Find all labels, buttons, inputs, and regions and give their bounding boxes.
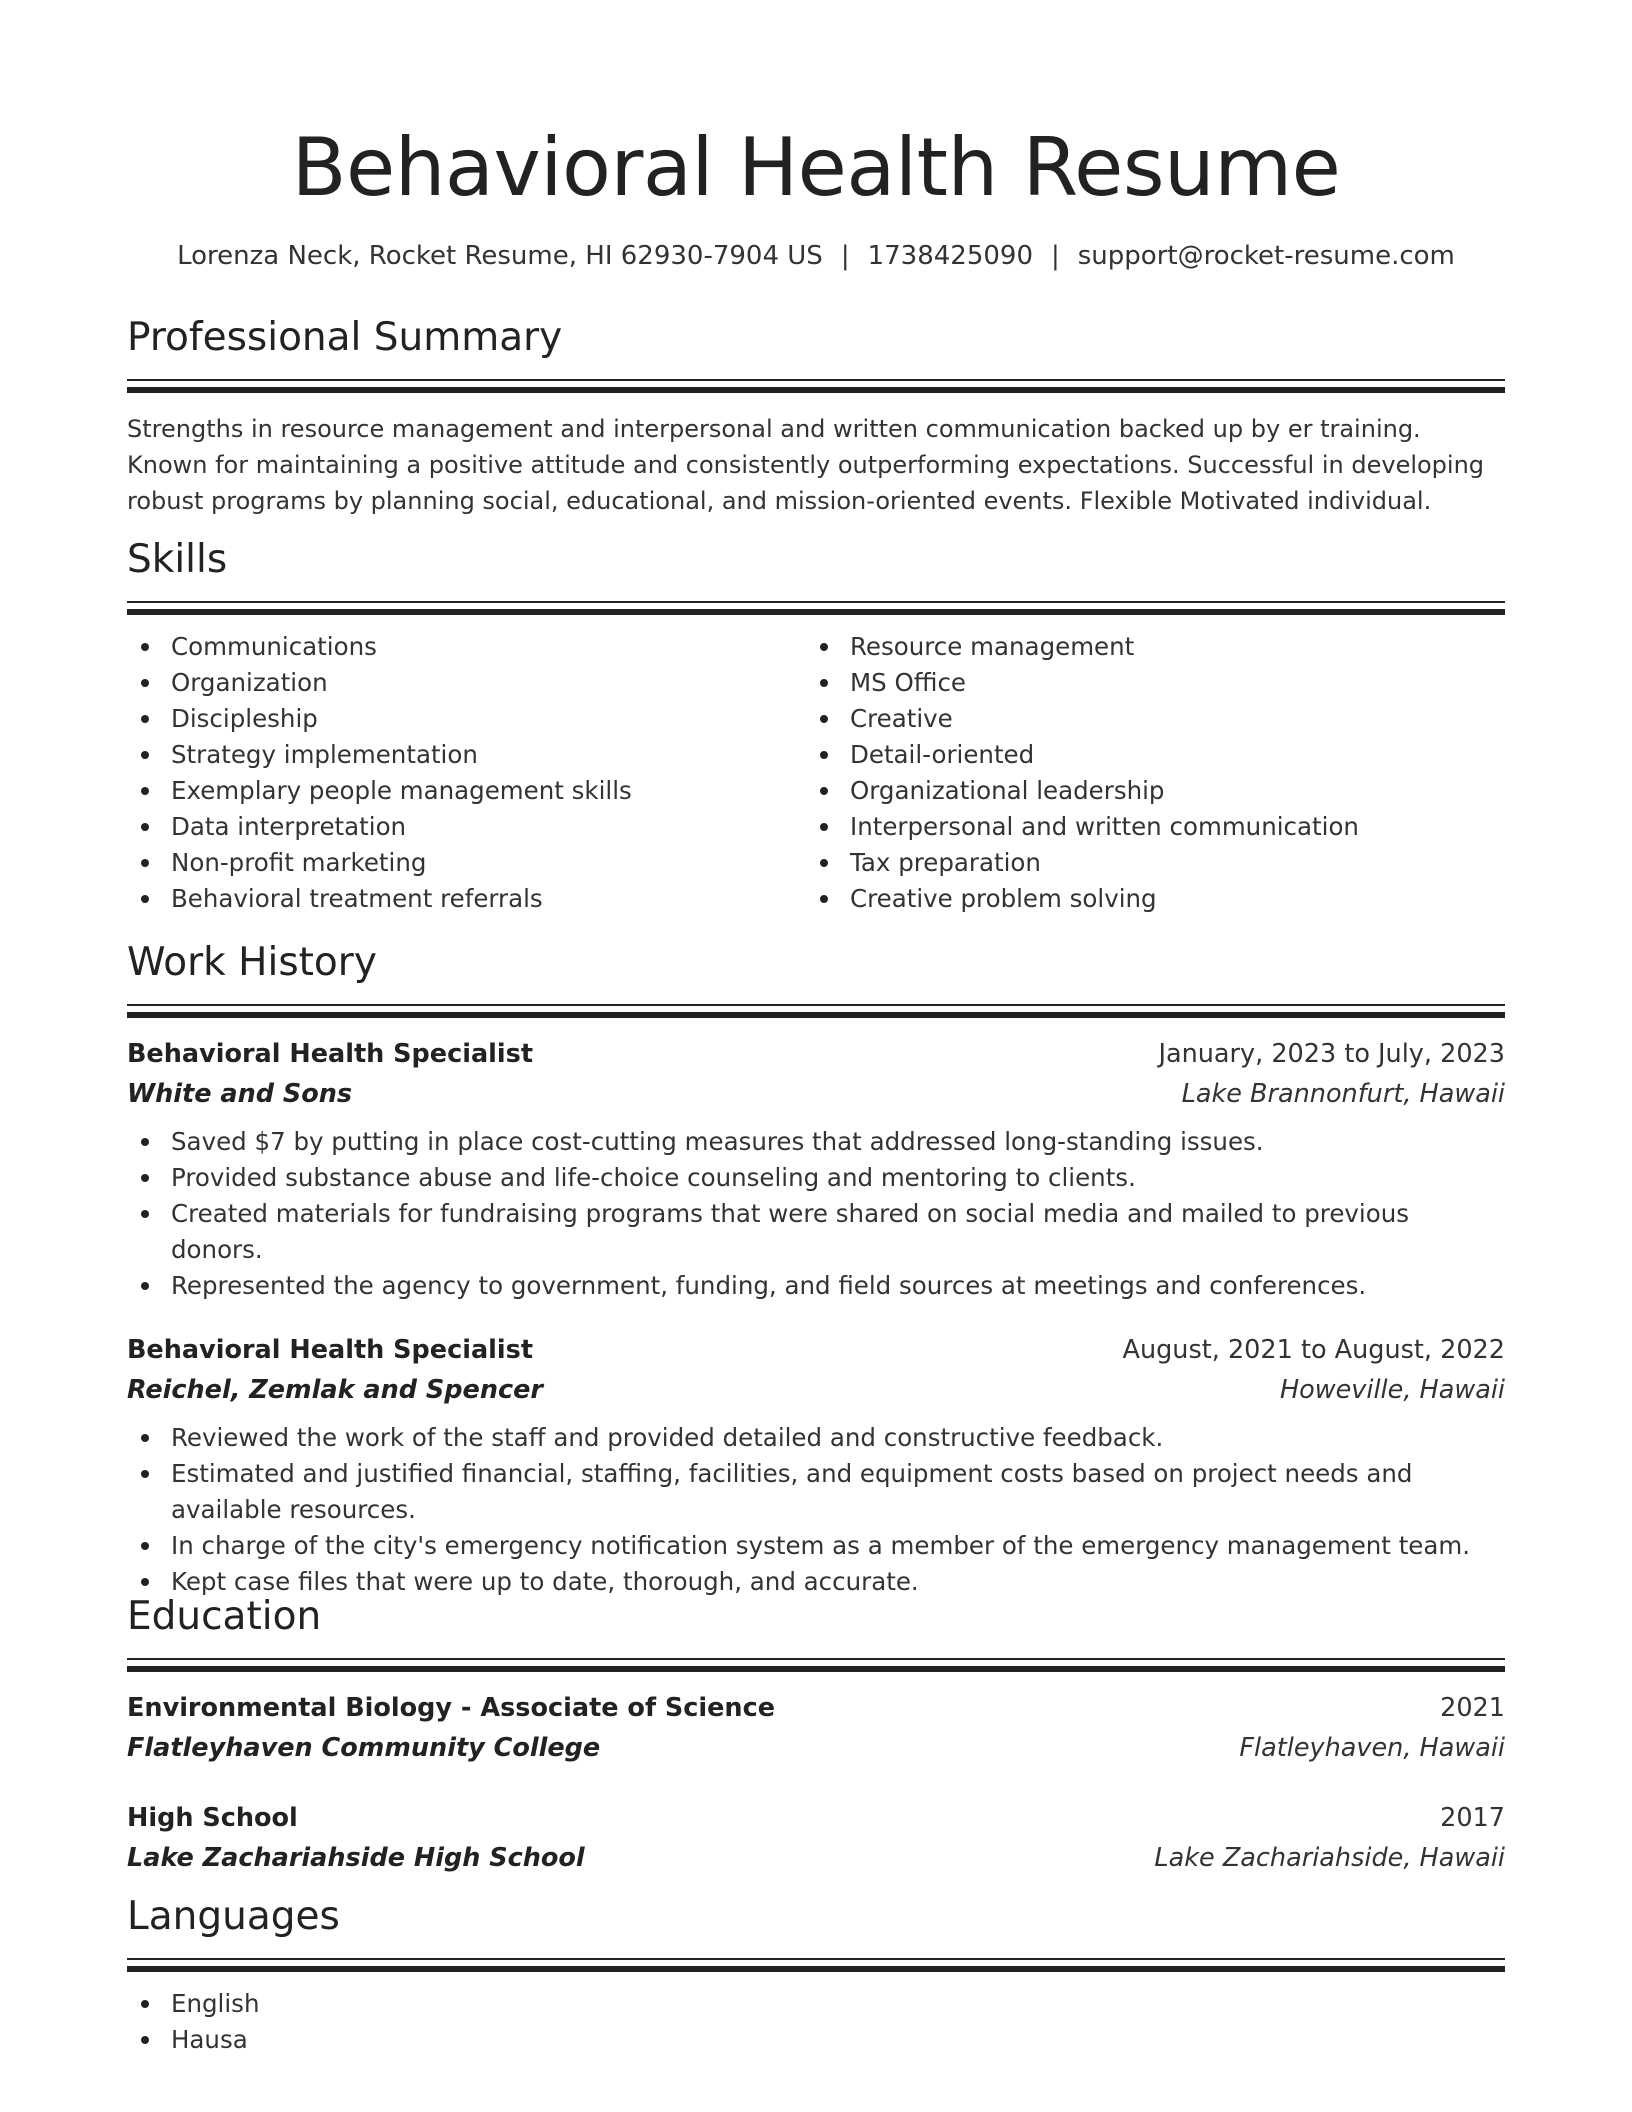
- contact-line: [127, 238, 1505, 274]
- skill-item: Behavioral treatment referrals: [127, 881, 806, 917]
- education-degree: High School: [127, 1803, 298, 1833]
- summary-heading: Professional Summary: [127, 315, 563, 360]
- contact-email: support@rocket-resume.com: [1077, 241, 1455, 271]
- page-title: Behavioral Health Resume: [291, 121, 1341, 214]
- skill-item: Detail-oriented: [806, 737, 1485, 773]
- languages-section: [127, 1892, 1505, 2058]
- summary-section: [127, 313, 1505, 519]
- skill-item: Creative problem solving: [806, 881, 1485, 917]
- section-divider: [127, 379, 1505, 393]
- resume-page: [127, 0, 1505, 2112]
- skill-item: Discipleship: [127, 701, 806, 737]
- work-heading: Work History: [127, 940, 377, 985]
- job-company: White and Sons: [127, 1079, 353, 1109]
- job-location: Lake Brannonfurt, Hawaii: [1181, 1079, 1505, 1109]
- contact-address: Lorenza Neck, Rocket Resume, HI 62930-7904 US: [177, 241, 823, 271]
- job-entry: [127, 1034, 1505, 1304]
- languages-heading: Languages: [127, 1894, 340, 1939]
- section-divider: [127, 1004, 1505, 1018]
- job-bullet: Kept case files that were up to date, thorough, and accurate.: [127, 1564, 1505, 1600]
- skills-list-right: [806, 629, 1485, 917]
- summary-text: Strengths in resource management and interpersonal and written communication backed up by er training. Known for maintaining a positive attitude and consistently outperforming expectations. Successful in developing robust programs by planning social, educational, and mission-oriented events. Flexible Motivated individual.: [127, 415, 1485, 515]
- job-bullet: Saved $7 by putting in place cost-cutting measures that addressed long-standing issues.: [127, 1124, 1505, 1160]
- skill-item: Resource management: [806, 629, 1485, 665]
- skill-item: Exemplary people management skills: [127, 773, 806, 809]
- skill-item: Organization: [127, 665, 806, 701]
- job-company: Reichel, Zemlak and Spencer: [127, 1375, 543, 1405]
- job-bullet: Provided substance abuse and life-choice counseling and mentoring to clients.: [127, 1160, 1505, 1196]
- section-divider: [127, 601, 1505, 615]
- education-section: [127, 1592, 1505, 1878]
- contact-separator: |: [1051, 241, 1060, 271]
- education-year: 2021: [1440, 1693, 1505, 1723]
- education-school: Lake Zachariahside High School: [127, 1843, 585, 1873]
- skill-item: Data interpretation: [127, 809, 806, 845]
- language-item: English: [127, 1986, 1505, 2022]
- job-bullet: Estimated and justified financial, staffing, facilities, and equipment costs based on project needs and available resources.: [127, 1456, 1505, 1528]
- job-entry: [127, 1330, 1505, 1600]
- work-section: [127, 938, 1505, 1600]
- job-dates: August, 2021 to August, 2022: [1122, 1335, 1505, 1365]
- job-bullet: Created materials for fundraising programs that were shared on social media and mailed to previous donors.: [127, 1196, 1505, 1268]
- skills-section: [127, 535, 1505, 917]
- skill-item: Interpersonal and written communication: [806, 809, 1485, 845]
- job-bullet: In charge of the city's emergency notification system as a member of the emergency management team.: [127, 1528, 1505, 1564]
- job-bullet: Reviewed the work of the staff and provided detailed and constructive feedback.: [127, 1420, 1505, 1456]
- contact-phone: 1738425090: [867, 241, 1033, 271]
- job-title: Behavioral Health Specialist: [127, 1039, 534, 1069]
- education-degree: Environmental Biology - Associate of Science: [127, 1693, 775, 1723]
- language-item: Hausa: [127, 2022, 1505, 2058]
- skill-item: Creative: [806, 701, 1485, 737]
- skill-item: Non-profit marketing: [127, 845, 806, 881]
- job-dates: January, 2023 to July, 2023: [1158, 1039, 1505, 1069]
- job-bullets: [127, 1420, 1505, 1600]
- section-divider: [127, 1958, 1505, 1972]
- job-bullets: [127, 1124, 1505, 1304]
- skill-item: Organizational leadership: [806, 773, 1485, 809]
- skills-list-left: [127, 629, 806, 917]
- skill-item: MS Office: [806, 665, 1485, 701]
- skill-item: Communications: [127, 629, 806, 665]
- languages-list: [127, 1986, 1505, 2058]
- skill-item: Strategy implementation: [127, 737, 806, 773]
- contact-separator: |: [840, 241, 850, 271]
- education-entry: [127, 1688, 1505, 1768]
- education-year: 2017: [1440, 1803, 1505, 1833]
- job-location: Howeville, Hawaii: [1279, 1375, 1505, 1405]
- job-bullet: Represented the agency to government, funding, and field sources at meetings and conferences.: [127, 1268, 1505, 1304]
- section-divider: [127, 1658, 1505, 1672]
- education-heading: Education: [127, 1594, 322, 1639]
- job-title: Behavioral Health Specialist: [127, 1335, 534, 1365]
- education-school: Flatleyhaven Community College: [127, 1733, 601, 1763]
- skill-item: Tax preparation: [806, 845, 1485, 881]
- education-entry: [127, 1798, 1505, 1878]
- education-location: Flatleyhaven, Hawaii: [1239, 1733, 1505, 1763]
- skills-heading: Skills: [127, 537, 228, 582]
- education-location: Lake Zachariahside, Hawaii: [1154, 1843, 1505, 1873]
- skills-columns: [127, 629, 1505, 917]
